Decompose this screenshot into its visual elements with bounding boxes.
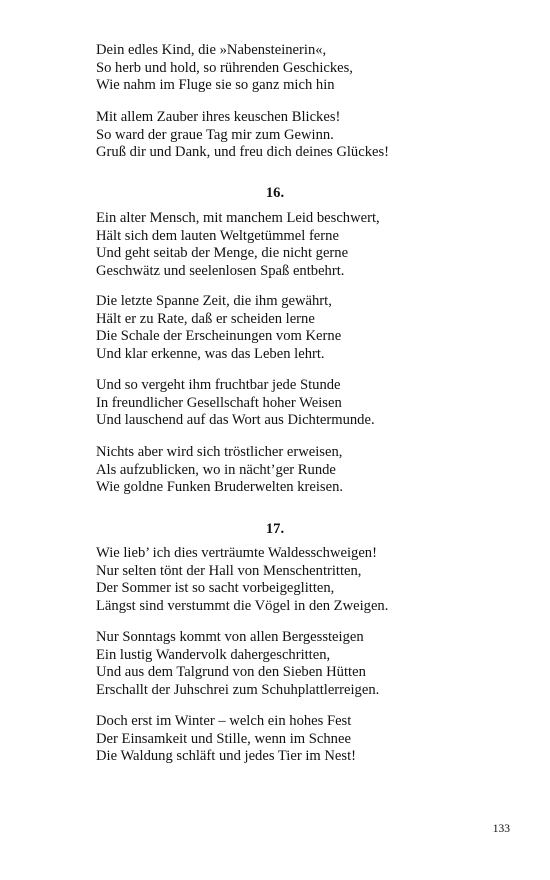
verse-line: Die Waldung schläft und jedes Tier im Nest! xyxy=(96,748,356,764)
stanza xyxy=(96,293,496,363)
verse-line: Längst sind verstummt die Vögel in den Zweigen. xyxy=(96,597,389,614)
poem-number-heading: 17. xyxy=(265,521,285,537)
stanza xyxy=(96,377,496,430)
verse-line: Und klar erkenne, was das Leben lehrt. xyxy=(96,345,325,362)
verse-line: Als aufzublicken, wo in nächt’ger Runde xyxy=(96,461,336,478)
verse-line: Nur Sonntags kommt von allen Bergessteigen xyxy=(96,629,364,645)
verse-line: Wie nahm im Fluge sie so ganz mich hin xyxy=(96,77,335,93)
verse-line: Der Sommer ist so sacht vorbeigeglitten, xyxy=(96,580,335,596)
verse-line: Wie goldne Funken Bruderwelten kreisen. xyxy=(96,479,344,495)
verse-line: Doch erst im Winter – welch ein hohes Fest xyxy=(96,713,352,729)
verse-line: Und lauschend auf das Wort aus Dichtermunde. xyxy=(96,412,375,428)
stanza xyxy=(96,42,496,95)
verse-line: In freundlicher Gesellschaft hoher Weisen xyxy=(96,394,342,411)
verse-line: Gruß dir und Dank, und freu dich deines Glückes! xyxy=(96,144,390,160)
verse-line: Und geht seitab der Menge, die nicht gerne xyxy=(96,245,349,261)
stanza xyxy=(96,210,496,280)
verse-line: Ein lustig Wandervolk dahergeschritten, xyxy=(96,646,331,663)
verse-line: Und aus dem Talgrund von den Sieben Hütten xyxy=(96,664,366,680)
verse-line: Geschwätz und seelenlosen Spaß entbehrt. xyxy=(96,262,345,279)
verse-line: Erschallt der Juhschrei zum Schuhplattlerreigen. xyxy=(96,681,380,698)
verse-line: Hält er zu Rate, daß er scheiden lerne xyxy=(96,310,315,327)
poem-number-heading: 16. xyxy=(265,185,285,201)
verse-line: Ein alter Mensch, mit manchem Leid beschwert, xyxy=(96,210,380,226)
verse-line: So herb und hold, so rührenden Geschickes, xyxy=(96,59,353,76)
verse-line: Dein edles Kind, die »Nabensteinerin«, xyxy=(96,42,327,58)
stanza xyxy=(96,545,496,615)
verse-line: Wie lieb’ ich dies verträumte Waldesschweigen! xyxy=(96,545,377,561)
verse-line: Hält sich dem lauten Weltgetümmel ferne xyxy=(96,227,339,244)
page-number: 133 xyxy=(492,823,510,835)
verse-line: Mit allem Zauber ihres keuschen Blickes! xyxy=(96,109,341,125)
verse-line: Die letzte Spanne Zeit, die ihm gewährt, xyxy=(96,293,332,309)
stanza xyxy=(96,444,496,497)
verse-line: Und so vergeht ihm fruchtbar jede Stunde xyxy=(96,377,341,393)
verse-line: Nichts aber wird sich tröstlicher erweisen, xyxy=(96,444,343,460)
stanza xyxy=(96,713,496,766)
verse-line: So ward der graue Tag mir zum Gewinn. xyxy=(96,126,334,143)
verse-line: Die Schale der Erscheinungen vom Kerne xyxy=(96,328,342,344)
verse-line: Nur selten tönt der Hall von Menschentritten, xyxy=(96,562,362,579)
stanza xyxy=(96,109,496,162)
stanza xyxy=(96,629,496,699)
verse-line: Der Einsamkeit und Stille, wenn im Schnee xyxy=(96,730,351,747)
